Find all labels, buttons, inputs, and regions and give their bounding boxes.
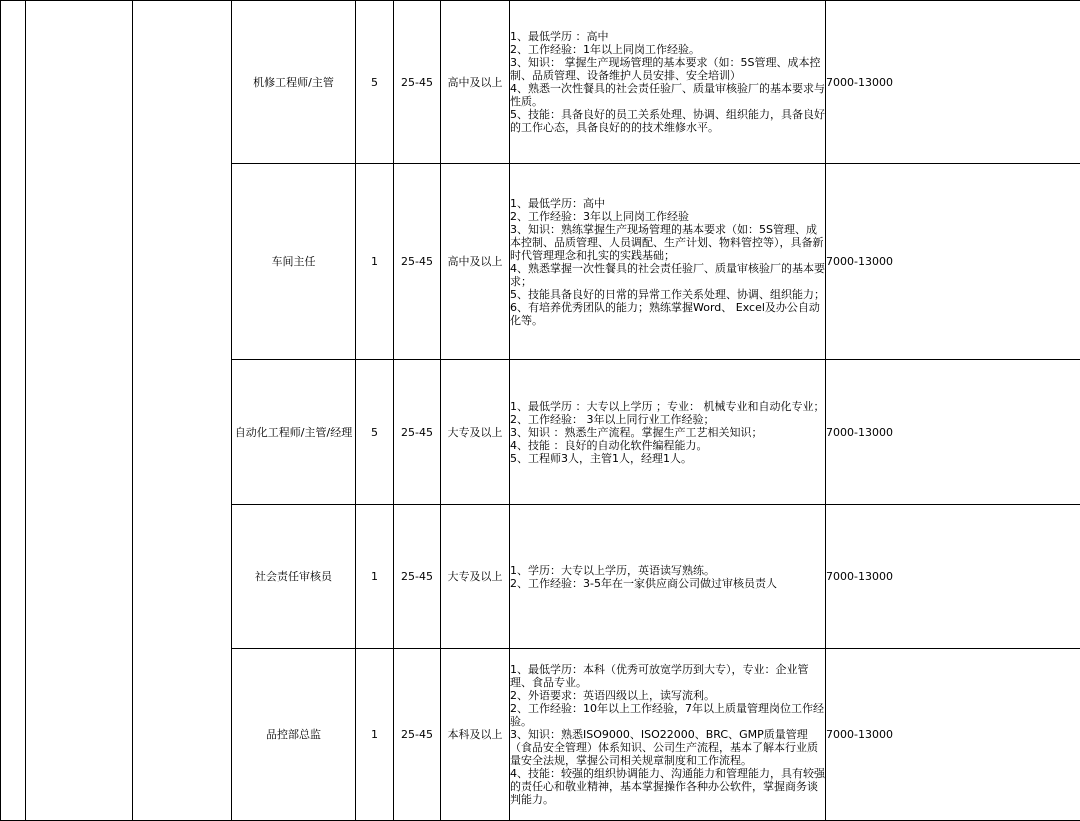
requirement-line: 4、技能：较强的组织协调能力、沟通能力和管理能力，具有较强的责任心和敬业精神，基本掌握操作各种办公软件，掌握商务谈判能力。 (510, 767, 825, 806)
salary-cell: 7000-13000 (826, 164, 1080, 360)
count-cell: 1 (356, 164, 394, 360)
blank-cell-b (26, 1, 133, 821)
position-cell: 品控部总监 (232, 649, 356, 821)
age-cell: 25-45 (394, 360, 441, 505)
position-cell: 社会责任审核员 (232, 505, 356, 649)
requirement-line: 4、熟悉掌握一次性餐具的社会责任验厂、质量审核验厂的基本要求； (510, 261, 825, 288)
position-cell: 机修工程师/主管 (232, 1, 356, 164)
requirements-cell (510, 649, 826, 821)
age-cell: 25-45 (394, 164, 441, 360)
table-body (1, 1, 1080, 821)
blank-cell-c (133, 1, 232, 821)
requirements-cell (510, 505, 826, 649)
requirement-line: 1、最低学历 ：大专以上学历 ；专业： 机械专业和自动化专业； (510, 399, 825, 413)
position-cell: 车间主任 (232, 164, 356, 360)
education-cell: 高中及以上 (441, 1, 510, 164)
salary-cell: 7000-13000 (826, 649, 1080, 821)
requirement-line: 4、技能 ：良好的自动化软件编程能力。 (510, 438, 708, 452)
requirements-cell (510, 164, 826, 360)
blank-cell-a (1, 1, 26, 821)
requirement-line: 1、最低学历 ：高中 (510, 30, 609, 43)
age-cell: 25-45 (394, 1, 441, 164)
requirement-line: 1、最低学历：本科（优秀可放宽学历到大专），专业：企业管理、食品专业。 (510, 663, 809, 689)
requirement-line: 3、知识 ：熟悉生产流程。掌握生产工艺相关知识； (510, 425, 763, 439)
requirement-line: 6、有培养优秀团队的能力；熟练掌握Word、 Excel及办公自动化等。 (510, 300, 820, 327)
count-cell: 1 (356, 505, 394, 649)
requirement-line: 3、知识：熟悉ISO9000、ISO22000、BRC、GMP质量管理（食品安全管理）体系知识、公司生产流程，基本了解本行业质量安全法规，掌握公司相关规章制度和工作流程。 (510, 728, 818, 767)
education-cell: 本科及以上 (441, 649, 510, 821)
requirement-line: 2、工作经验：3年以上同岗工作经验 (510, 209, 689, 223)
requirement-line: 2、工作经验：3-5年在一家供应商公司做过审核员责人 (510, 576, 777, 590)
education-cell: 高中及以上 (441, 164, 510, 360)
requirements-cell (510, 1, 826, 164)
age-cell: 25-45 (394, 505, 441, 649)
salary-cell: 7000-13000 (826, 505, 1080, 649)
requirement-line: 2、外语要求：英语四级以上，读写流利。 (510, 689, 715, 702)
count-cell: 1 (356, 649, 394, 821)
requirement-line: 1、最低学历：高中 (510, 196, 605, 210)
education-cell: 大专及以上 (441, 505, 510, 649)
requirement-line: 2、工作经验：10年以上工作经验，7年以上质量管理岗位工作经验。 (510, 702, 824, 728)
requirement-line: 1、学历：大专以上学历，英语读写熟练。 (510, 563, 715, 577)
salary-cell: 7000-13000 (826, 360, 1080, 505)
requirement-line: 2、工作经验： 3年以上同行业工作经验； (510, 412, 715, 426)
requirement-line: 3、知识： 掌握生产现场管理的基本要求（如：5S管理、成本控制、品质管理、设备维护人员安排、安全培训） (510, 56, 821, 82)
requirement-line: 4、熟悉一次性餐具的社会责任验厂、质量审核验厂的基本要求与性质。 (510, 82, 825, 108)
age-cell: 25-45 (394, 649, 441, 821)
education-cell: 大专及以上 (441, 360, 510, 505)
position-cell: 自动化工程师/主管/经理 (232, 360, 356, 505)
requirements-cell (510, 360, 826, 505)
table-row (1, 1, 1080, 164)
requirement-line: 3、知识：熟练掌握生产现场管理的基本要求（如：5S管理、成本控制、品质管理、人员调配、生产计划、物料管控等），具备新时代管理理念和扎实的实践基础； (510, 222, 824, 262)
count-cell: 5 (356, 1, 394, 164)
count-cell: 5 (356, 360, 394, 505)
requirement-line: 5、技能：具备良好的员工关系处理、协调、组织能力，具备良好的工作心态，具备良好的的技术维修水平。 (510, 108, 825, 134)
requirement-line: 5、技能具备良好的日常的异常工作关系处理、协调、组织能力； (510, 287, 825, 301)
requirement-line: 2、工作经验：1年以上同岗工作经验。 (510, 43, 700, 56)
requirement-line: 5、工程师3人，主管1人，经理1人。 (510, 451, 692, 465)
salary-cell: 7000-13000 (826, 1, 1080, 164)
